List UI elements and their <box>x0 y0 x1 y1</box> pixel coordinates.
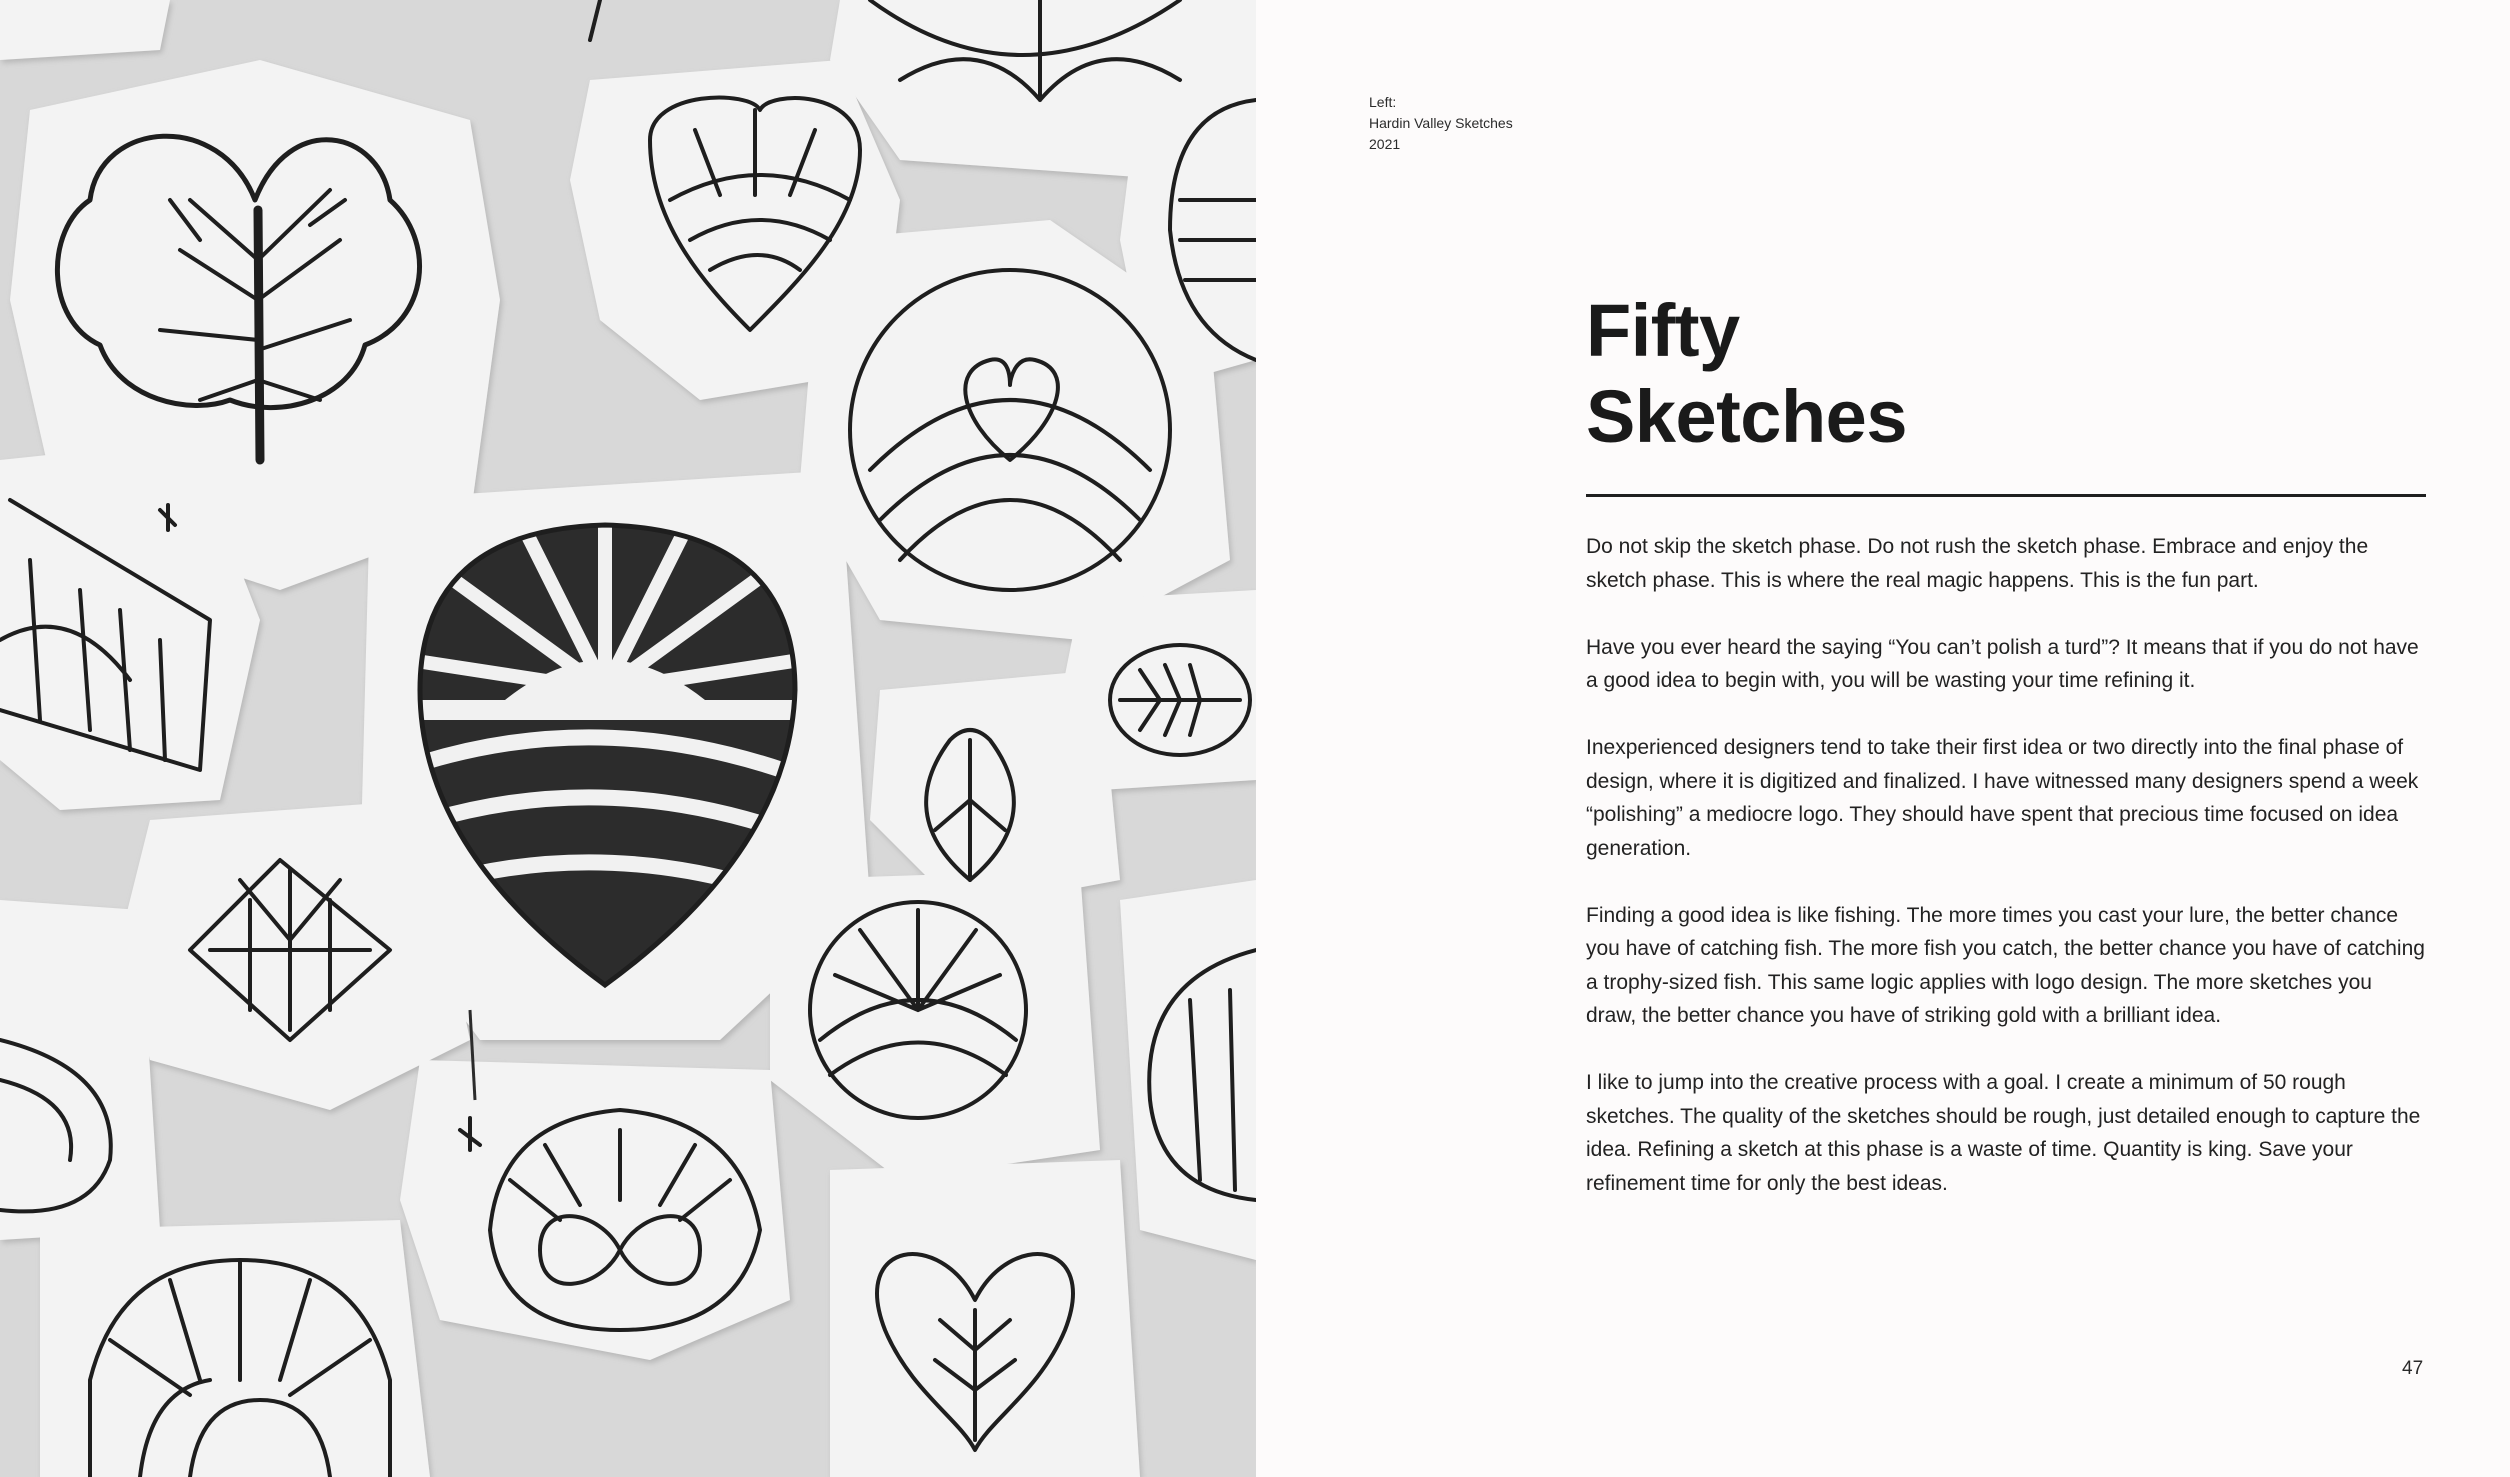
page-title <box>1586 288 1907 460</box>
title-divider <box>1586 494 2426 497</box>
caption-year: 2021 <box>1369 136 1401 152</box>
title-line-1: Fifty <box>1586 289 1740 372</box>
paragraph: Inexperienced designers tend to take their first idea or two directly into the final phase of design, where it is digitized and finalized. I have witnessed many designers spend a week “polishing” a mediocre logo. They should have spent that precious time focused on idea generation. <box>1586 736 2419 860</box>
page-number: 47 <box>2402 1358 2424 1379</box>
title-line-2: Sketches <box>1586 375 1907 458</box>
body-text <box>1586 530 2426 1234</box>
caption-label: Left: <box>1369 94 1397 110</box>
photo-caption <box>1369 92 1513 155</box>
paragraph: Do not skip the sketch phase. Do not rush the sketch phase. Embrace and enjoy the sketch phase. This is where the real magic happens. This is the fun part. <box>1586 535 2369 592</box>
paragraph: I like to jump into the creative process with a goal. I create a minimum of 50 rough sketches. The quality of the sketches should be rough, just detailed enough to capture the idea. Refining a sketch at this phase is a waste of time. Quantity is king. Save your refinement time for only the best ideas. <box>1586 1071 2421 1195</box>
paragraph: Have you ever heard the saying “You can’t polish a turd”? It means that if you do not have a good idea to begin with, you will be wasting your time refining it. <box>1586 635 2419 692</box>
caption-title: Hardin Valley Sketches <box>1369 115 1513 131</box>
paragraph: Finding a good idea is like fishing. The more times you cast your lure, the better chance you have of catching fish. The more fish you catch, the better chance you have of catching a trophy-sized fish. This same logic applies with logo design. The more sketches you draw, the better chance you have of striking gold with a brilliant idea. <box>1586 903 2425 1027</box>
